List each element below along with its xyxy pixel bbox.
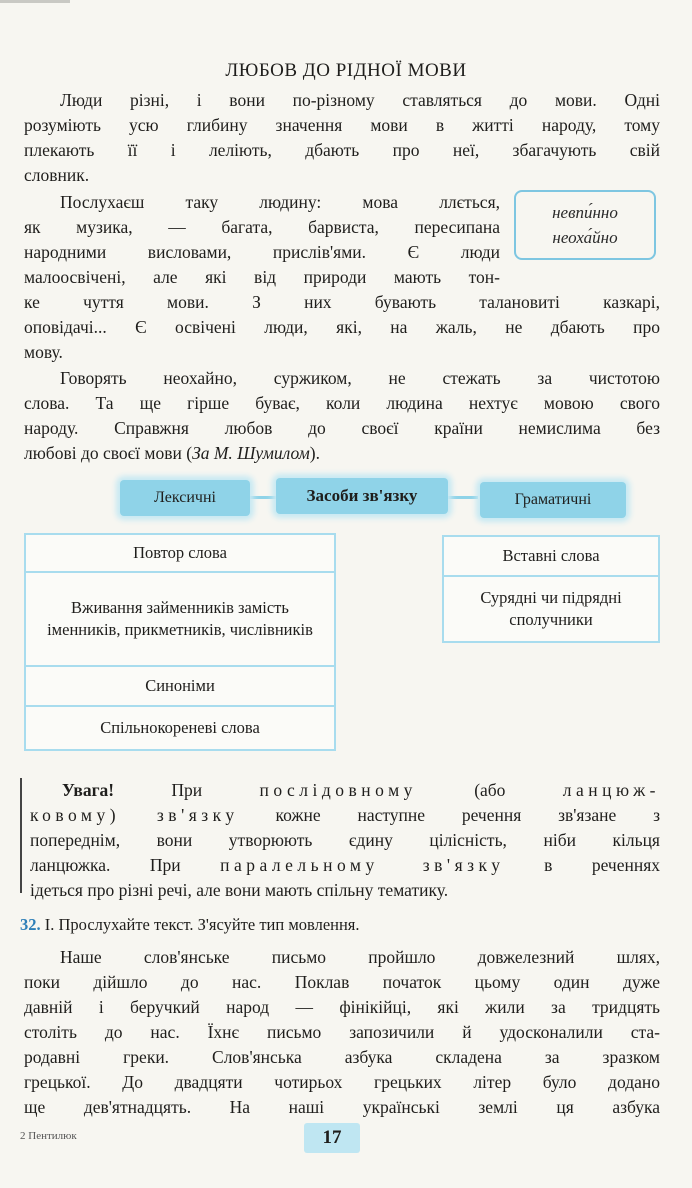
paragraph-2-line-5: ке чуття мови. З них бувають талановиті казкарі, [24, 292, 660, 312]
warning-spaced-4: зв'язку [156, 805, 239, 825]
grammatical-means-table [442, 535, 660, 643]
paragraph-2-line-7: мову. [24, 342, 63, 362]
paragraph-4-line-7: ще дев'ятнадцять. На наші українські землі ця азбука [24, 1097, 660, 1117]
paragraph-3-line-2: слова. Та ще гірше буває, коли людина нехтує мовою свого [24, 393, 660, 413]
footer-signature: 2 Пентилюк [20, 1130, 77, 1142]
warning-label: Увага! [62, 780, 115, 800]
warning-text-4: ланцюжка. При [30, 855, 181, 875]
warning-spaced-3: ковому) [30, 805, 121, 825]
exercise-task: І. Прослухайте текст. З'ясуйте тип мовлення. [44, 915, 360, 934]
warning-line-1 [30, 778, 660, 803]
warning-spaced-2: ланцюж- [562, 780, 661, 800]
margin-note-word-1: невпи́нно [552, 203, 618, 222]
margin-note [514, 190, 656, 260]
lexical-means-table [24, 533, 336, 751]
warning-bar [20, 778, 22, 893]
paragraph-4-line-2: поки дійшло до нас. Поклав початок цьому один дуже [24, 972, 660, 992]
paragraph-2-line-1: Послухаєш таку людину: мова ллється, [60, 192, 500, 212]
warning-text-3: кожне наступне речення зв'язане з [275, 805, 660, 825]
paragraph-3-end: ). [309, 443, 320, 463]
warning-spaced-1: послідовному [259, 780, 417, 800]
top-rule [0, 0, 70, 3]
warning-line-2 [30, 803, 660, 828]
paragraph-2-line-4: малоосвічені, але які від природи мають тон- [24, 267, 500, 287]
warning-text-2: (або [474, 780, 506, 800]
exercise-number: 32. [20, 915, 41, 934]
page-title: ЛЮБОВ ДО РІДНОЇ МОВИ [225, 60, 467, 81]
paragraph-1-line-1: Люди різні, і вони по-різному ставляться до мови. Одні [60, 90, 660, 110]
paragraph-4-line-1: Наше слов'янське письмо пройшло довжелезний шлях, [60, 947, 660, 967]
paragraph-2-line-6: оповідачі... Є освічені люди, які, на жаль, не дбають про [24, 317, 660, 337]
paragraph-1-line-2: розуміють усю глибину значення мови в житті народу, тому [24, 115, 660, 135]
author-citation: За М. Шумилом [192, 443, 310, 463]
paragraph-4-line-6: грецької. До двадцяти чотирьох грецьких літер було додано [24, 1072, 660, 1092]
diagram-center-title: Засоби зв'язку [276, 478, 448, 514]
lexical-item-synonyms: Синоніми [26, 667, 334, 707]
paragraph-3-text: любові до своєї мови ( [24, 443, 193, 463]
paragraph-2-line-3: народними висловами, прислів'ями. Є люди [24, 242, 500, 262]
paragraph-2-line-2: як музика, — багата, барвиста, пересипана [24, 217, 500, 237]
warning-line-4 [30, 853, 660, 878]
warning-text-5: в реченнях [544, 855, 661, 875]
paragraph-4-line-4: століть до нас. Їхнє письмо запозичили й удосконалили ста- [24, 1022, 660, 1042]
diagram-grammatical-title: Граматичні [480, 482, 626, 518]
paragraph-3-line-4 [24, 441, 320, 466]
warning-text-1: При [171, 780, 203, 800]
paragraph-3-line-1: Говорять неохайно, суржиком, не стежать за чистотою [60, 368, 660, 388]
page-number: 17 [304, 1123, 360, 1153]
lexical-item-cognates: Спільнокореневі слова [100, 718, 260, 737]
paragraph-1-line-3: плекають її і леліють, дбають про неї, збагачують свій [24, 140, 660, 160]
paragraph-1-line-4: словник. [24, 165, 90, 185]
paragraph-3-line-3: народу. Справжня любов до своєї країни немислима без [24, 418, 660, 438]
warning-line-3: попереднім, вони утворюють єдину цілісність, ніби кільця [30, 830, 660, 850]
paragraph-4-line-5: родавні греки. Слов'янська азбука складена за зразком [24, 1047, 660, 1067]
margin-note-word-2: неоха́йно [552, 228, 618, 247]
paragraph-4-line-3: давній і беручкий народ — фінікійці, які жили за тридцять [24, 997, 660, 1017]
lexical-item-repetition: Повтор слова [26, 535, 334, 573]
diagram-lexical-title: Лексичні [120, 480, 250, 516]
warning-line-5: ідеться про різні речі, але вони мають спільну тематику. [30, 880, 449, 900]
grammatical-item-parenthetical: Вставні слова [444, 537, 658, 577]
exercise-heading [20, 912, 360, 937]
warning-spaced-5: паралельному зв'язку [220, 855, 505, 875]
lexical-item-pronouns: Вживання займенників замість іменників, прикметників, числівників [26, 573, 334, 667]
grammatical-item-conjunctions: Сурядні чи підрядні сполучники [480, 588, 622, 629]
